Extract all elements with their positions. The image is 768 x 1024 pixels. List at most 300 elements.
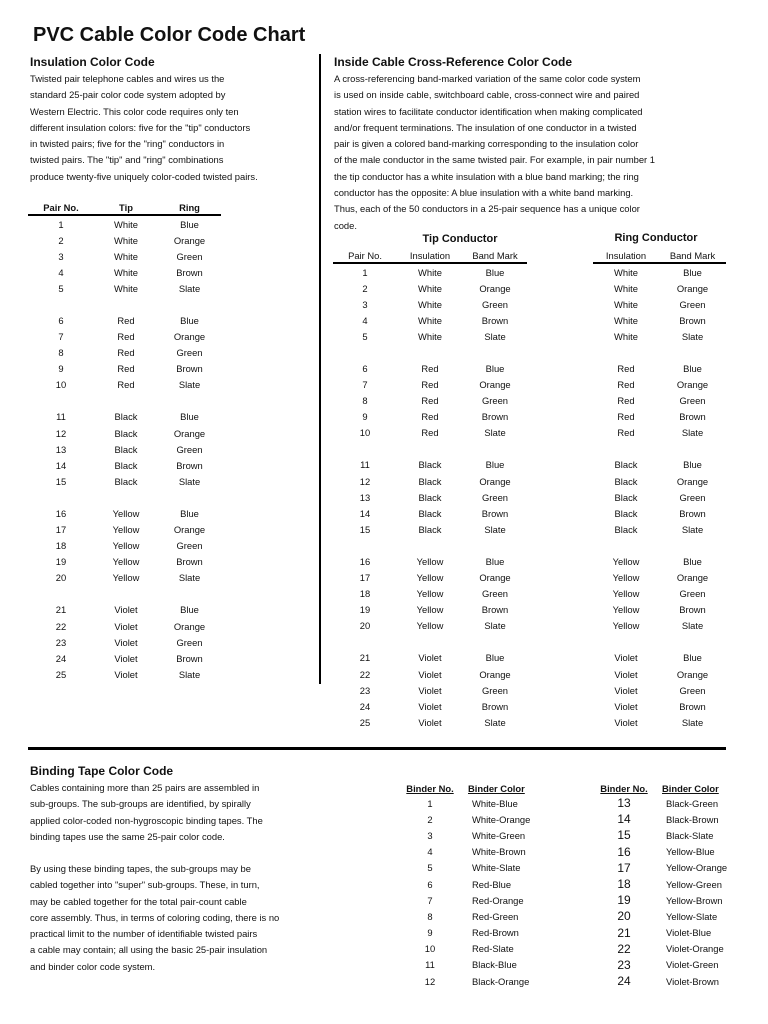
table-row bbox=[28, 473, 221, 489]
binder-row bbox=[400, 827, 560, 843]
tip-insulation-cell: Yellow bbox=[416, 604, 444, 616]
binder-row bbox=[400, 957, 560, 973]
tip-insulation-cell: Violet bbox=[418, 684, 442, 696]
ring-color-cell: Orange bbox=[173, 620, 206, 632]
ring-band-cell: Slate bbox=[681, 330, 704, 342]
tip-insulation-cell: Yellow bbox=[416, 588, 444, 600]
binder-row bbox=[594, 957, 754, 973]
paragraph-line: core assembly. Thus, in terms of coloring coding, there is no bbox=[30, 911, 280, 923]
table-row bbox=[28, 280, 221, 296]
binder-number-cell: 3 bbox=[427, 829, 433, 841]
pair-number-cell: 20 bbox=[55, 572, 67, 584]
pair-number-cell: 15 bbox=[359, 523, 371, 535]
table-row bbox=[28, 554, 221, 570]
spacer-cell bbox=[527, 263, 593, 280]
tip-band-cell: Brown bbox=[481, 700, 509, 712]
ring-insulation-cell: Red bbox=[617, 395, 635, 407]
binder-row bbox=[400, 925, 560, 941]
ring-band-cell: Green bbox=[679, 684, 706, 696]
spacer-cell bbox=[527, 505, 593, 521]
tip-band-cell: Orange bbox=[479, 572, 511, 584]
ring-band-cell: Orange bbox=[676, 282, 709, 294]
pair-number-cell: 4 bbox=[58, 266, 64, 278]
header-tip-insulation: Insulation bbox=[397, 247, 463, 263]
header-ring-insulation: Insulation bbox=[593, 247, 659, 263]
tip-band-cell: Orange bbox=[479, 379, 511, 391]
pair-number-cell: 17 bbox=[55, 524, 67, 536]
header-pair-no: Pair No. bbox=[333, 247, 397, 263]
pair-number-cell: 8 bbox=[58, 347, 64, 359]
tip-band-cell: Brown bbox=[481, 411, 509, 423]
ring-insulation-cell: Yellow bbox=[612, 588, 640, 600]
tip-band-cell: Blue bbox=[485, 363, 505, 375]
paragraph-line: sub-groups. The sub-groups are identified, by spirally bbox=[30, 798, 251, 810]
ring-band-cell: Brown bbox=[679, 700, 706, 712]
spacer-cell bbox=[527, 666, 593, 682]
table-row bbox=[28, 215, 221, 232]
tip-color-cell: Violet bbox=[114, 604, 138, 616]
tip-conductor-label: Tip Conductor bbox=[422, 233, 498, 245]
binder-row bbox=[594, 860, 754, 876]
insulation-paragraph bbox=[30, 71, 258, 185]
table-row bbox=[28, 489, 221, 521]
table-row bbox=[333, 393, 726, 409]
pair-number-cell: 14 bbox=[359, 507, 371, 519]
table-row bbox=[333, 409, 726, 425]
binder-color-cell: White-Blue bbox=[472, 797, 518, 809]
pair-number-cell: 2 bbox=[58, 234, 64, 246]
tip-insulation-cell: Violet bbox=[418, 716, 442, 728]
table-row bbox=[28, 377, 221, 393]
spacer-cell bbox=[527, 602, 593, 618]
tip-band-cell: Slate bbox=[484, 620, 506, 632]
insulation-table bbox=[28, 199, 221, 682]
binding-paragraph-1 bbox=[30, 780, 263, 845]
ring-band-cell: Blue bbox=[683, 266, 702, 278]
pair-number-cell: 21 bbox=[55, 604, 67, 616]
binder-color-cell: Black-Brown bbox=[666, 813, 719, 825]
binder-row bbox=[400, 941, 560, 957]
tip-insulation-cell: Yellow bbox=[416, 620, 444, 632]
binder-number-cell: 21 bbox=[617, 925, 631, 940]
pair-number-cell: 10 bbox=[359, 427, 371, 439]
tip-insulation-cell: Red bbox=[421, 427, 439, 439]
ring-insulation-cell: Yellow bbox=[612, 620, 640, 632]
tip-band-cell: Blue bbox=[485, 266, 505, 278]
table-row bbox=[28, 345, 221, 361]
spacer-cell bbox=[527, 698, 593, 714]
ring-color-cell: Brown bbox=[176, 556, 203, 568]
binding-heading: Binding Tape Color Code bbox=[30, 764, 174, 778]
tip-color-cell: White bbox=[114, 234, 138, 246]
pair-number-cell: 5 bbox=[58, 282, 64, 294]
ring-band-cell: Blue bbox=[683, 555, 702, 567]
tip-color-cell: Red bbox=[117, 347, 135, 359]
table-row bbox=[333, 602, 726, 618]
table-row bbox=[333, 521, 726, 537]
paragraph-line: conductor has the opposite: A blue insulation with a white band marking. bbox=[334, 187, 634, 199]
binder-color-cell: Violet-Green bbox=[666, 959, 719, 971]
binder-number-cell: 11 bbox=[425, 959, 435, 971]
table-row bbox=[333, 505, 726, 521]
binder-color-cell: White-Orange bbox=[472, 813, 531, 825]
spacer-cell bbox=[527, 280, 593, 296]
table-row bbox=[28, 441, 221, 457]
tip-insulation-cell: White bbox=[418, 330, 442, 342]
ring-insulation-cell: White bbox=[614, 314, 638, 326]
binder-row bbox=[594, 892, 754, 908]
ring-color-cell: Green bbox=[176, 347, 203, 359]
tip-insulation-cell: White bbox=[418, 282, 442, 294]
table-row bbox=[28, 296, 221, 328]
binder-color-cell: White-Green bbox=[472, 829, 526, 841]
pair-number-cell: 23 bbox=[55, 636, 67, 648]
paragraph-line: is used on inside cable, switchboard cable, cross-connect wire and paired bbox=[334, 89, 640, 101]
section-divider bbox=[28, 747, 726, 750]
paragraph-line: of the male conductor in the same twisted pair. For example, in pair number 1 bbox=[334, 154, 655, 166]
table-row bbox=[28, 666, 221, 682]
tip-band-cell: Slate bbox=[484, 523, 506, 535]
tip-color-cell: Yellow bbox=[112, 524, 140, 536]
header-pair-no: Pair No. bbox=[43, 202, 79, 213]
tip-band-cell: Orange bbox=[479, 668, 511, 680]
pair-number-cell: 25 bbox=[359, 716, 371, 728]
spacer-cell bbox=[527, 441, 593, 473]
tip-color-cell: Violet bbox=[114, 652, 138, 664]
tip-insulation-cell: Yellow bbox=[416, 555, 444, 567]
binder-color-cell: White-Slate bbox=[472, 862, 521, 874]
binder-row bbox=[594, 827, 754, 843]
pair-number-cell: 15 bbox=[55, 475, 67, 487]
binder-color-cell: Yellow-Orange bbox=[666, 862, 728, 874]
header-spacer bbox=[527, 247, 593, 263]
pair-number-cell: 1 bbox=[58, 218, 64, 230]
spacer-cell bbox=[527, 473, 593, 489]
tip-color-cell: Red bbox=[117, 363, 135, 375]
spacer-cell bbox=[527, 618, 593, 634]
ring-insulation-cell: Violet bbox=[614, 684, 638, 696]
tip-insulation-cell: White bbox=[418, 298, 442, 310]
ring-band-cell: Orange bbox=[676, 475, 709, 487]
spacer-cell bbox=[527, 714, 593, 730]
table-row bbox=[333, 377, 726, 393]
tip-band-cell: Orange bbox=[479, 475, 511, 487]
paragraph-line: code. bbox=[334, 219, 357, 231]
binder-color-cell: Yellow-Brown bbox=[666, 894, 723, 906]
pair-number-cell: 23 bbox=[359, 684, 371, 696]
tip-insulation-cell: Yellow bbox=[416, 572, 444, 584]
ring-insulation-cell: White bbox=[614, 298, 638, 310]
table-row bbox=[28, 586, 221, 618]
tip-band-cell: Brown bbox=[481, 314, 509, 326]
pair-number-cell: 19 bbox=[359, 604, 371, 616]
tip-insulation-cell: White bbox=[418, 314, 442, 326]
table-row bbox=[333, 570, 726, 586]
binder-table-left bbox=[400, 780, 560, 989]
paragraph-line: station wires to facilitate conductor identification when making complicated bbox=[334, 105, 643, 117]
paragraph-line: twisted pairs. The "tip" and "ring" combinations bbox=[30, 154, 224, 166]
pair-number-cell: 1 bbox=[362, 266, 368, 278]
ring-color-cell: Orange bbox=[173, 234, 206, 246]
tip-band-cell: Slate bbox=[484, 716, 506, 728]
pair-number-cell: 3 bbox=[58, 250, 64, 262]
table-row bbox=[28, 634, 221, 650]
pair-number-cell: 22 bbox=[359, 668, 371, 680]
tip-color-cell: Violet bbox=[114, 636, 138, 648]
tip-band-cell: Brown bbox=[481, 604, 509, 616]
table-row bbox=[28, 393, 221, 425]
binder-color-cell: Red-Green bbox=[472, 910, 519, 922]
page-title: PVC Cable Color Code Chart bbox=[33, 24, 306, 46]
ring-band-cell: Orange bbox=[676, 379, 709, 391]
binder-number-cell: 20 bbox=[617, 909, 631, 924]
table-row bbox=[333, 714, 726, 730]
binder-color-cell: Black-Blue bbox=[472, 959, 517, 971]
table-row bbox=[28, 457, 221, 473]
spacer-cell bbox=[527, 393, 593, 409]
ring-color-cell: Blue bbox=[180, 218, 199, 230]
header-tip: Tip bbox=[119, 202, 133, 213]
spacer-cell bbox=[527, 570, 593, 586]
binder-color-cell: Yellow-Blue bbox=[666, 846, 715, 858]
paragraph-line: different insulation colors: five for the "tip" conductors bbox=[30, 121, 251, 133]
pair-number-cell: 7 bbox=[362, 379, 368, 391]
tip-color-cell: Red bbox=[117, 331, 135, 343]
paragraph-line: and binder color code system. bbox=[30, 960, 156, 972]
ring-insulation-cell: Red bbox=[617, 379, 635, 391]
binder-number-cell: 15 bbox=[617, 828, 631, 843]
tip-insulation-cell: White bbox=[418, 266, 442, 278]
table-row bbox=[333, 344, 726, 376]
table-row bbox=[333, 473, 726, 489]
ring-band-cell: Brown bbox=[679, 604, 706, 616]
ring-insulation-cell: Yellow bbox=[612, 572, 640, 584]
ring-color-cell: Brown bbox=[176, 266, 203, 278]
ring-color-cell: Blue bbox=[180, 604, 199, 616]
tip-insulation-cell: Red bbox=[421, 379, 439, 391]
spacer-cell bbox=[527, 537, 593, 569]
pair-number-cell: 11 bbox=[360, 459, 370, 471]
header-binder-no: Binder No. bbox=[600, 783, 648, 794]
binder-number-cell: 6 bbox=[427, 878, 433, 890]
binder-color-cell: Red-Brown bbox=[472, 927, 519, 939]
spacer-cell bbox=[527, 586, 593, 602]
ring-band-cell: Brown bbox=[679, 411, 706, 423]
tip-band-cell: Blue bbox=[485, 652, 505, 664]
spacer-cell bbox=[527, 409, 593, 425]
binder-number-cell: 2 bbox=[427, 813, 433, 825]
ring-insulation-cell: Black bbox=[614, 523, 638, 535]
pair-number-cell: 21 bbox=[359, 652, 371, 664]
binder-color-cell: Red-Blue bbox=[472, 878, 512, 890]
binder-number-cell: 12 bbox=[424, 975, 436, 987]
ring-band-cell: Brown bbox=[679, 507, 706, 519]
ring-color-cell: Slate bbox=[178, 668, 201, 680]
ring-color-cell: Blue bbox=[180, 315, 199, 327]
ring-color-cell: Slate bbox=[178, 282, 201, 294]
ring-color-cell: Green bbox=[176, 250, 203, 262]
binder-number-cell: 17 bbox=[617, 860, 631, 875]
ring-insulation-cell: Black bbox=[614, 491, 638, 503]
ring-insulation-cell: Red bbox=[617, 427, 635, 439]
paragraph-line: pair is given a colored band-marking corresponding to the insulation color bbox=[334, 138, 639, 150]
ring-insulation-cell: Violet bbox=[614, 668, 638, 680]
tip-band-cell: Orange bbox=[479, 282, 511, 294]
ring-color-cell: Blue bbox=[180, 411, 199, 423]
binder-row bbox=[594, 925, 754, 941]
paragraph-line: produce twenty-five uniquely color-coded twisted pairs. bbox=[30, 170, 258, 182]
ring-band-cell: Green bbox=[679, 298, 706, 310]
ring-color-cell: Orange bbox=[173, 524, 206, 536]
cross-reference-table bbox=[333, 247, 726, 730]
binder-row bbox=[594, 811, 754, 827]
cross-reference-paragraph bbox=[334, 71, 655, 234]
ring-insulation-cell: White bbox=[614, 266, 638, 278]
pair-number-cell: 12 bbox=[55, 427, 67, 439]
ring-color-cell: Slate bbox=[178, 475, 201, 487]
spacer-cell bbox=[527, 682, 593, 698]
pair-number-cell: 19 bbox=[55, 556, 67, 568]
table-row bbox=[28, 264, 221, 280]
binder-row bbox=[400, 860, 560, 876]
binder-row bbox=[594, 844, 754, 860]
header-binder-no: Binder No. bbox=[406, 783, 454, 794]
ring-band-cell: Blue bbox=[683, 363, 702, 375]
ring-band-cell: Green bbox=[679, 491, 706, 503]
tip-color-cell: Black bbox=[114, 475, 138, 487]
pair-number-cell: 13 bbox=[359, 491, 371, 503]
pair-number-cell: 14 bbox=[55, 459, 67, 471]
binder-row bbox=[594, 973, 754, 989]
table-row bbox=[28, 522, 221, 538]
tip-color-cell: White bbox=[114, 218, 138, 230]
header-binder-color: Binder Color bbox=[468, 783, 525, 794]
paragraph-line: Cables containing more than 25 pairs are assembled in bbox=[30, 782, 260, 793]
ring-band-cell: Slate bbox=[681, 523, 704, 535]
tip-insulation-cell: Red bbox=[421, 395, 439, 407]
tip-color-cell: Black bbox=[114, 411, 138, 423]
spacer-cell bbox=[527, 489, 593, 505]
binder-row bbox=[594, 876, 754, 892]
table-row bbox=[28, 650, 221, 666]
binder-number-cell: 10 bbox=[424, 943, 436, 955]
table-row bbox=[28, 538, 221, 554]
pair-number-cell: 18 bbox=[359, 588, 371, 600]
tip-band-cell: Slate bbox=[484, 330, 506, 342]
pair-number-cell: 12 bbox=[359, 475, 371, 487]
binder-color-cell: Violet-Blue bbox=[666, 927, 712, 939]
paragraph-line: Western Electric. This color code requires only ten bbox=[30, 105, 239, 117]
spacer-cell bbox=[527, 344, 593, 376]
binder-number-cell: 5 bbox=[427, 862, 433, 874]
tip-band-cell: Green bbox=[481, 588, 509, 600]
tip-insulation-cell: Violet bbox=[418, 652, 442, 664]
tip-color-cell: Red bbox=[117, 315, 135, 327]
binder-row bbox=[400, 908, 560, 924]
pair-number-cell: 25 bbox=[55, 668, 67, 680]
pair-number-cell: 5 bbox=[362, 330, 368, 342]
paragraph-line: standard 25-pair color code system adopted by bbox=[30, 89, 226, 101]
tip-band-cell: Brown bbox=[481, 507, 509, 519]
table-row bbox=[333, 634, 726, 666]
tip-insulation-cell: Red bbox=[421, 411, 439, 423]
tip-color-cell: Black bbox=[114, 459, 138, 471]
binder-number-cell: 13 bbox=[617, 796, 631, 811]
spacer-cell bbox=[527, 328, 593, 344]
binder-number-cell: 18 bbox=[617, 877, 631, 892]
spacer-cell bbox=[527, 296, 593, 312]
pair-number-cell: 16 bbox=[359, 555, 371, 567]
binder-row bbox=[400, 876, 560, 892]
paragraph-line: applied color-coded non-hygroscopic binding tapes. The bbox=[30, 814, 263, 826]
table-row bbox=[333, 263, 726, 280]
binder-row bbox=[400, 892, 560, 908]
table-row bbox=[28, 618, 221, 634]
pair-number-cell: 18 bbox=[55, 540, 67, 552]
binder-color-cell: Violet-Brown bbox=[666, 975, 719, 987]
tip-color-cell: Black bbox=[114, 427, 138, 439]
pair-number-cell: 2 bbox=[362, 282, 368, 294]
ring-color-cell: Green bbox=[176, 540, 203, 552]
paragraph-line: may be cabled together for the total pair-count cable bbox=[30, 895, 247, 907]
pair-number-cell: 6 bbox=[362, 363, 368, 375]
binder-row bbox=[400, 973, 560, 989]
tip-color-cell: White bbox=[114, 282, 138, 294]
ring-color-cell: Orange bbox=[173, 427, 206, 439]
tip-color-cell: Yellow bbox=[112, 556, 140, 568]
paragraph-line: practical limit to the number of identifiable twisted pairs bbox=[30, 928, 258, 940]
ring-band-cell: Orange bbox=[676, 572, 709, 584]
pair-number-cell: 9 bbox=[362, 411, 368, 423]
header-ring: Ring bbox=[179, 202, 200, 213]
tip-insulation-cell: Black bbox=[418, 475, 442, 487]
tip-color-cell: Violet bbox=[114, 668, 138, 680]
ring-insulation-cell: Black bbox=[614, 459, 638, 471]
tip-band-cell: Green bbox=[481, 298, 509, 310]
paragraph-line: binding tapes use the same 25-pair color code. bbox=[30, 830, 225, 842]
table-row bbox=[333, 280, 726, 296]
table-row bbox=[333, 441, 726, 473]
ring-band-cell: Green bbox=[679, 588, 706, 600]
tip-insulation-cell: Red bbox=[421, 363, 439, 375]
table-row bbox=[28, 570, 221, 586]
tip-color-cell: White bbox=[114, 250, 138, 262]
ring-band-cell: Blue bbox=[683, 652, 702, 664]
binder-number-cell: 24 bbox=[617, 974, 631, 989]
pair-number-cell: 3 bbox=[362, 298, 368, 310]
tip-insulation-cell: Black bbox=[418, 507, 442, 519]
table-row bbox=[28, 361, 221, 377]
table-row bbox=[28, 248, 221, 264]
tip-color-cell: Yellow bbox=[112, 572, 140, 584]
tip-insulation-cell: Violet bbox=[418, 700, 442, 712]
tip-band-cell: Green bbox=[481, 491, 509, 503]
paragraph-line: By using these binding tapes, the sub-groups may be bbox=[30, 863, 251, 874]
tip-insulation-cell: Black bbox=[418, 491, 442, 503]
paragraph-line: and/or frequent terminations. The insulation of one conductor in a twisted bbox=[334, 121, 637, 133]
ring-insulation-cell: Yellow bbox=[612, 604, 640, 616]
table-row bbox=[28, 425, 221, 441]
pair-number-cell: 10 bbox=[55, 379, 67, 391]
pair-number-cell: 24 bbox=[359, 700, 371, 712]
pair-number-cell: 24 bbox=[55, 652, 67, 664]
table-row bbox=[333, 666, 726, 682]
ring-color-cell: Brown bbox=[176, 652, 203, 664]
pair-number-cell: 8 bbox=[362, 395, 368, 407]
pair-number-cell: 7 bbox=[58, 331, 64, 343]
pair-number-cell: 6 bbox=[58, 315, 64, 327]
binder-number-cell: 8 bbox=[427, 910, 433, 922]
